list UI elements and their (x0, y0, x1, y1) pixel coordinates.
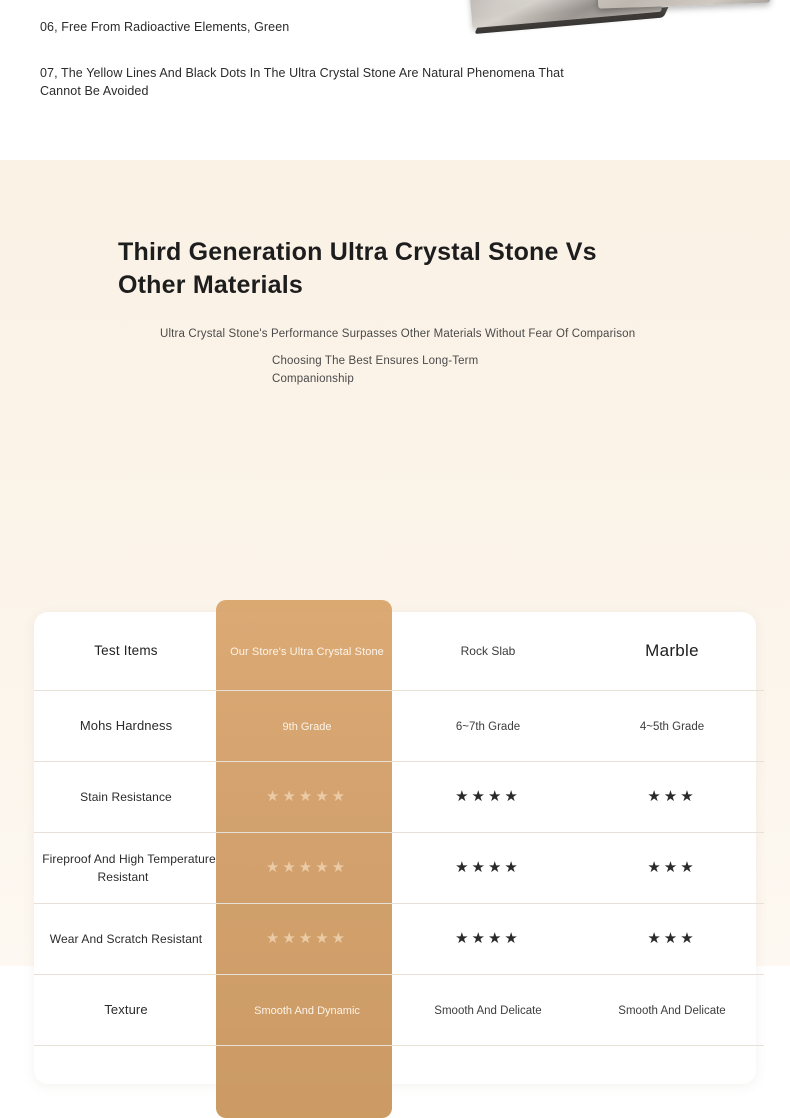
comparison-table (34, 612, 764, 1116)
table-row (34, 691, 764, 762)
section-subtitle-secondary: Choosing The Best Ensures Long-Term Companionship (272, 355, 479, 386)
cell-marble-texture: Smooth And Delicate (618, 1005, 726, 1017)
column-header-marble: Marble (645, 641, 699, 660)
column-header-rock-slab: Rock Slab (460, 644, 516, 658)
section-title: Third Generation Ultra Crystal Stone Vs Other Materials (118, 238, 597, 299)
table-row (34, 904, 764, 975)
row-label-wear-scratch: Wear And Scratch Resistant (49, 932, 203, 946)
cell-ours-texture: Smooth And Dynamic (254, 1005, 360, 1017)
section-subtitle: Ultra Crystal Stone's Performance Surpasses Other Materials Without Fear Of Comparison (160, 328, 636, 340)
table-row-spacer (34, 1046, 764, 1117)
cell-rock-texture: Smooth And Delicate (434, 1005, 542, 1017)
row-label-mohs-hardness: Mohs Hardness (79, 718, 173, 733)
row-label-texture: Texture (104, 1002, 148, 1017)
cell-rock-wear-scratch: ★★★★ (455, 930, 521, 947)
cell-marble-mohs-hardness: 4~5th Grade (639, 721, 705, 733)
feature-item-07: 07, The Yellow Lines And Black Dots In The Ultra Crystal Stone Are Natural Phenomena That Cannot Be Avoided (40, 66, 564, 99)
table-header-row (34, 612, 764, 691)
column-header-ours: Our Store's Ultra Crystal Stone (230, 646, 384, 658)
cell-marble-stain-resistance: ★★★ (647, 788, 697, 805)
table-row (34, 975, 764, 1046)
cell-ours-mohs-hardness: 9th Grade (282, 721, 332, 733)
table-row (34, 762, 764, 833)
column-header-test-items: Test Items (94, 643, 158, 658)
cell-ours-fireproof: ★★★★★ (265, 859, 349, 876)
cell-rock-mohs-hardness: 6~7th Grade (455, 721, 521, 733)
cell-marble-wear-scratch: ★★★ (647, 930, 697, 947)
cell-rock-fireproof: ★★★★ (455, 859, 521, 876)
row-label-fireproof: Fireproof And High Temperature Resistant (42, 852, 216, 884)
cell-rock-stain-resistance: ★★★★ (455, 788, 521, 805)
cell-marble-fireproof: ★★★ (647, 859, 697, 876)
feature-list (0, 0, 790, 100)
row-label-stain-resistance: Stain Resistance (80, 790, 172, 804)
cell-ours-wear-scratch: ★★★★★ (265, 930, 349, 947)
feature-item-06: 06, Free From Radioactive Elements, Green (40, 20, 290, 34)
comparison-section (0, 160, 790, 1017)
product-features-section (0, 0, 790, 160)
cell-ours-stain-resistance: ★★★★★ (265, 788, 349, 805)
table-row (34, 833, 764, 904)
